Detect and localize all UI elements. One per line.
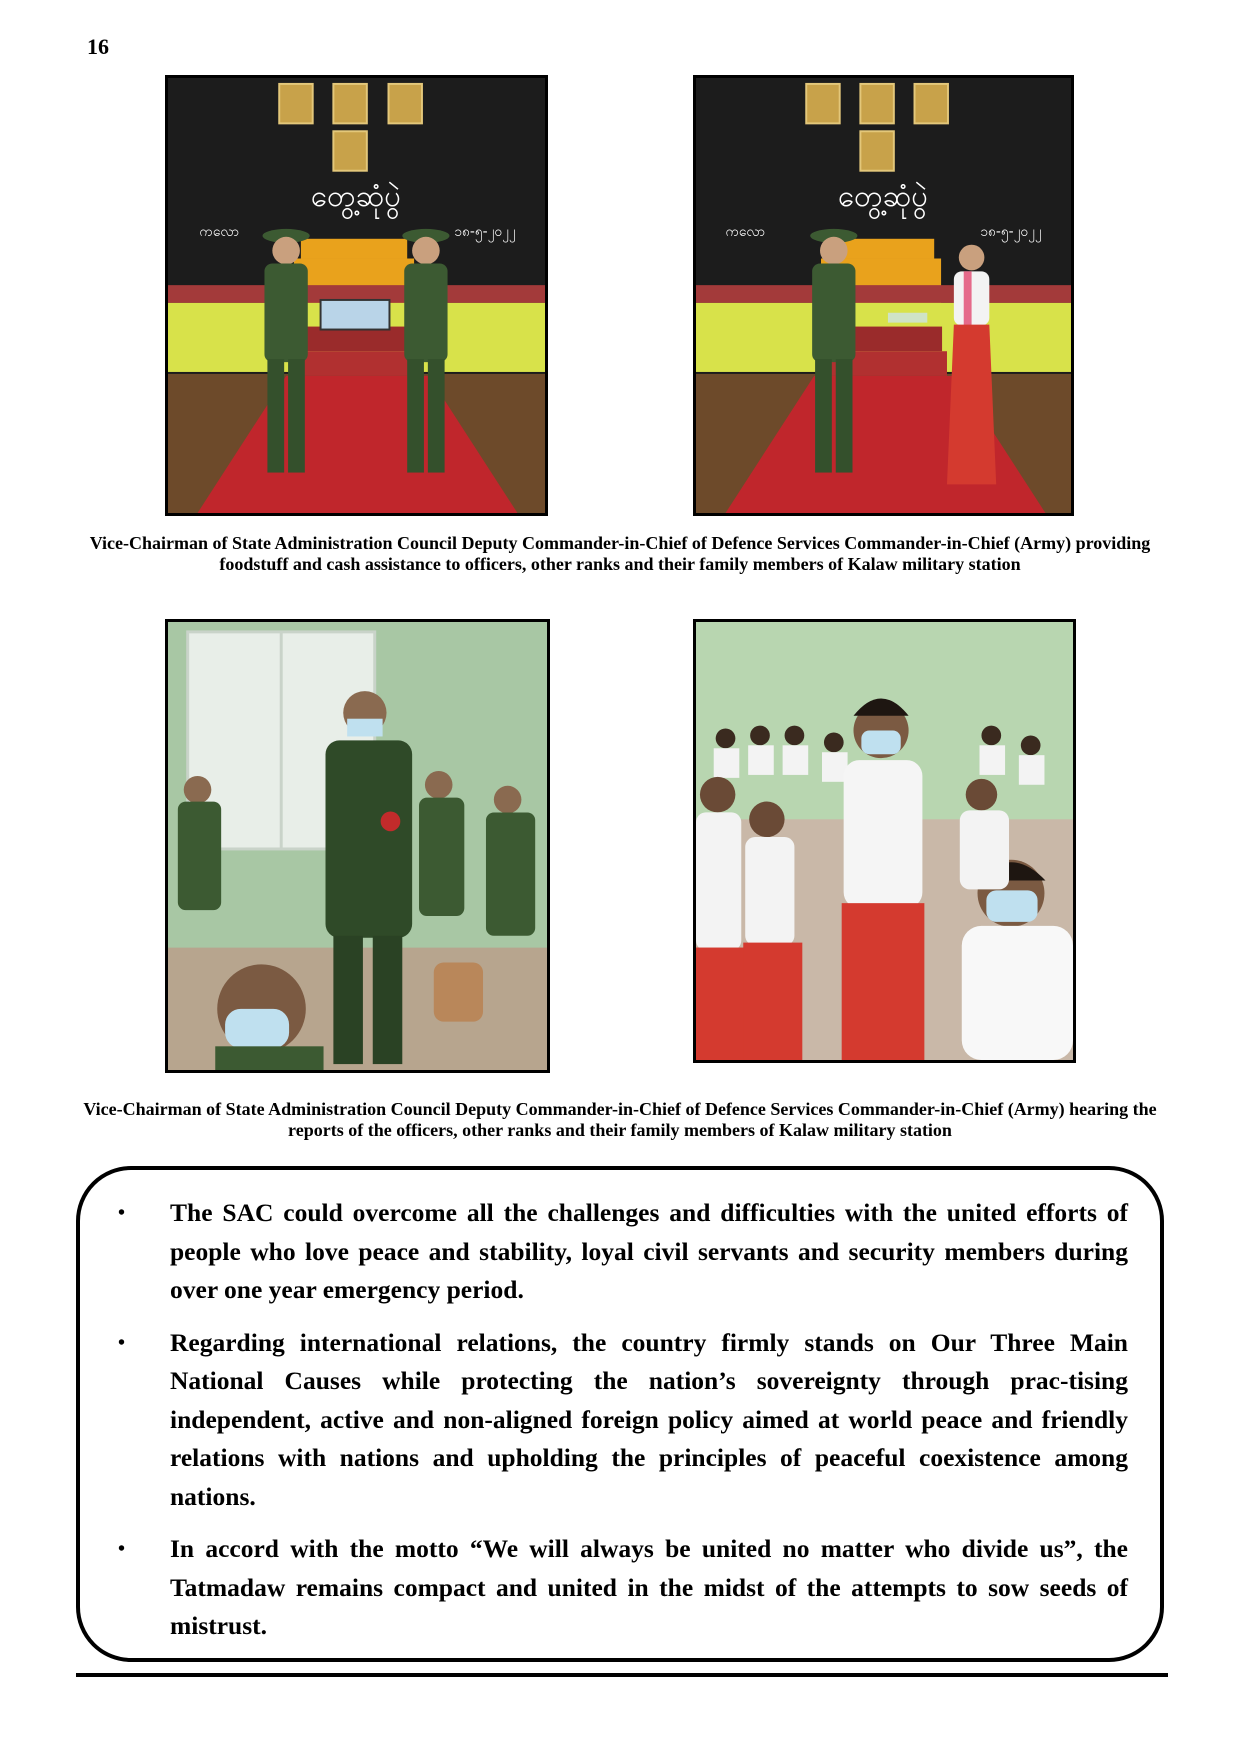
banner-left-text: ကလော	[199, 223, 239, 240]
photo-gift-family-member	[693, 75, 1074, 516]
key-points-box	[76, 1166, 1164, 1662]
photo-family-members	[693, 619, 1076, 1063]
photo-officers-reporting-scene	[168, 622, 547, 1070]
caption-bottom: Vice-Chairman of State Administration Council Deputy Commander-in-Chief of Defence Services Commander-in-Chief (Army) hearing the reports of the officers, other ranks and their family members of Kalaw military station	[83, 1099, 1157, 1140]
key-point-text: Regarding international relations, the country firmly stands on Our Three Main National Causes while protecting the nation’s sovereignty through prac-tising independent, active and non-aligned foreign policy aimed at world peace and friendly relations with nations and upholding the principles of peaceful coexistence among nations.	[170, 1327, 1128, 1511]
caption-top: Vice-Chairman of State Administration Council Deputy Commander-in-Chief of Defence Services Commander-in-Chief (Army) providing foodstuff and cash assistance to officers, other ranks and their family members of Kalaw military station	[89, 533, 1151, 574]
photo-gift-officers	[165, 75, 548, 516]
bullet-icon: •	[118, 1202, 126, 1224]
photo-gift-family-member-scene	[696, 78, 1071, 513]
page-number: 16	[87, 34, 109, 59]
key-point	[108, 1324, 1128, 1517]
key-points-list	[108, 1194, 1128, 1646]
banner-title: တွေ့ဆုံပွဲ	[310, 179, 402, 214]
photo-officers-reporting	[165, 619, 550, 1073]
key-point	[108, 1194, 1128, 1310]
banner-left-text-2: ကလော	[725, 223, 765, 240]
key-point-text: The SAC could overcome all the challenges and difficulties with the united efforts of people who love peace and stability, loyal civil servants and security members during over one year emergency period.	[170, 1198, 1128, 1304]
banner-title-2: တွေ့ဆုံပွဲ	[837, 179, 929, 214]
key-point	[108, 1530, 1128, 1646]
bullet-icon: •	[118, 1331, 126, 1354]
key-point-text: In accord with the motto “We will always be united no matter who divide us”, the Tatmadaw remains compact and united in the midst of the attempts to sow seeds of mistrust.	[170, 1534, 1128, 1640]
photo-family-members-scene	[696, 622, 1073, 1060]
banner-right-text: ၁၈-၅-၂၀၂၂	[454, 223, 516, 240]
bottom-rule	[76, 1673, 1168, 1677]
bullet-icon: •	[118, 1538, 126, 1560]
photo-gift-officers-scene	[168, 78, 545, 513]
banner-right-text-2: ၁၈-၅-၂၀၂၂	[980, 223, 1042, 240]
